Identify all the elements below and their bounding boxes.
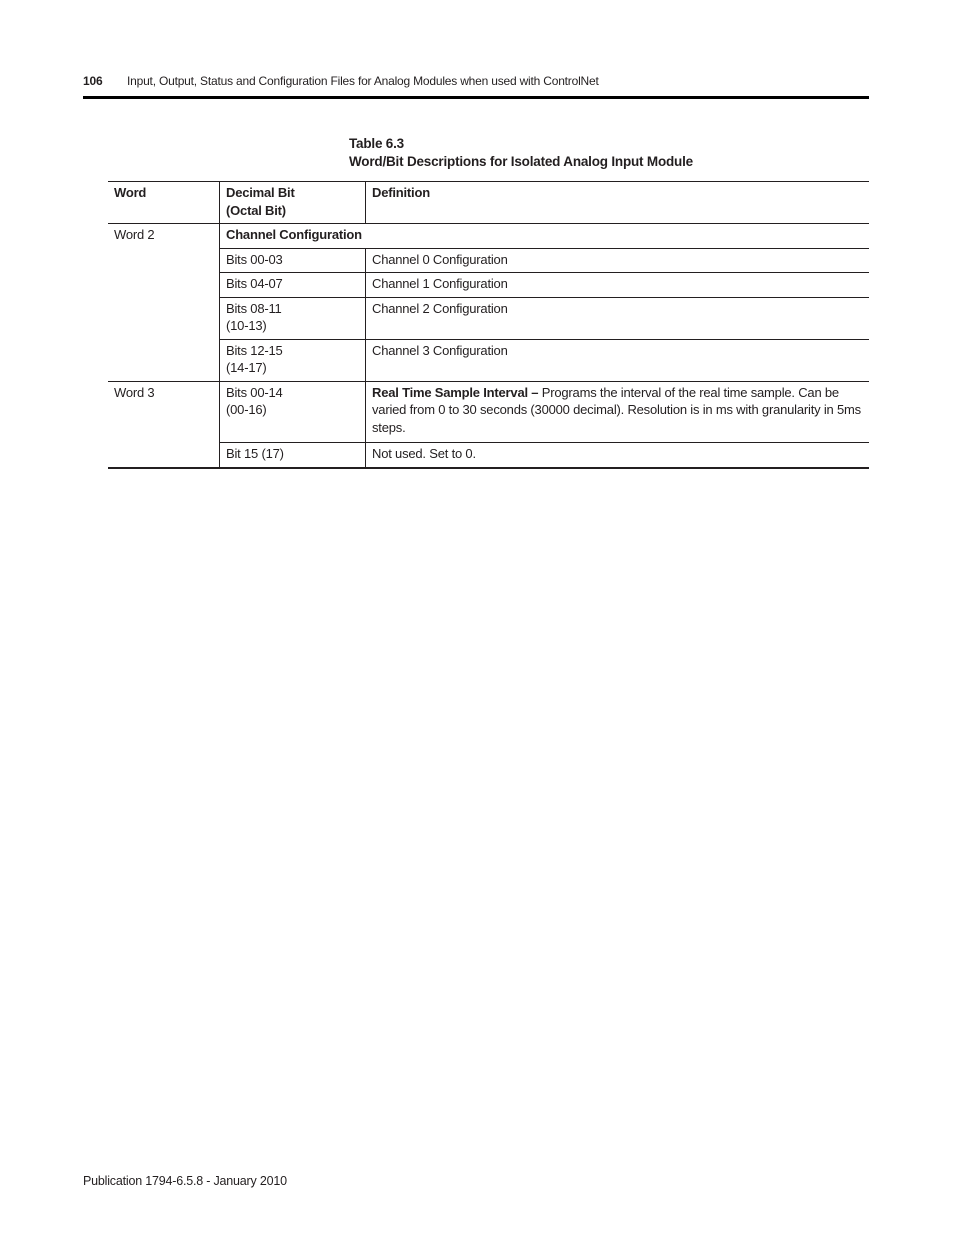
bit-cell: [220, 381, 366, 443]
word-bit-table: [108, 181, 869, 469]
col-word: Word: [114, 185, 147, 200]
definition-cell: Not used. Set to 0.: [366, 443, 870, 468]
table-header-row: [108, 182, 869, 224]
col-decimal-bit: [220, 182, 366, 224]
table-number: Table 6.3: [349, 136, 404, 151]
definition-cell: Channel 0 Configuration: [366, 248, 870, 273]
definition-text: Programs the interval of the real time sample. Can be varied from 0 to 30 seconds (30000 decimal). Resolution is in ms with granularity in 5ms steps.: [372, 384, 861, 435]
col-definition: Definition: [366, 182, 870, 224]
definition-cell: Channel 1 Configuration: [366, 273, 870, 298]
bit-decimal: Bits 12-15: [226, 342, 283, 358]
word-cell: Word 2: [108, 224, 220, 382]
bit-cell: [220, 297, 366, 339]
bit-octal: (10-13): [226, 318, 267, 333]
bit-cell: Bits 00-03: [220, 248, 366, 273]
col-octal-bit-label: (Octal Bit): [226, 202, 286, 218]
bit-octal: (14-17): [226, 360, 267, 375]
table-row: [108, 273, 869, 298]
section-heading: Channel Configuration: [220, 224, 870, 249]
definition-cell: [366, 381, 870, 443]
page-number: 106: [83, 74, 103, 88]
table-row: [108, 339, 869, 381]
table-title: Word/Bit Descriptions for Isolated Analog Input Module: [349, 154, 693, 169]
table-row: [108, 297, 869, 339]
table-row: [108, 224, 869, 249]
bit-cell: Bit 15 (17): [220, 443, 366, 468]
table-caption: [349, 135, 693, 171]
page-header: [83, 73, 869, 89]
bit-octal: (00-16): [226, 402, 267, 417]
publication-footer: Publication 1794-6.5.8 - January 2010: [83, 1174, 287, 1188]
definition-term: Real Time Sample Interval –: [372, 384, 539, 400]
header-rule: [83, 96, 869, 99]
bit-cell: [220, 339, 366, 381]
table-row: [108, 248, 869, 273]
definition-cell: Channel 2 Configuration: [366, 297, 870, 339]
header-title: Input, Output, Status and Configuration Files for Analog Modules when used with ControlNet: [127, 74, 599, 88]
bit-cell: Bits 04-07: [220, 273, 366, 298]
word-cell: Word 3: [108, 381, 220, 468]
definition-cell: Channel 3 Configuration: [366, 339, 870, 381]
col-decimal-bit-label: Decimal Bit: [226, 185, 295, 200]
bit-decimal: Bits 08-11: [226, 300, 282, 316]
table-row: [108, 443, 869, 468]
bit-decimal: Bits 00-14: [226, 384, 283, 400]
table-row: [108, 381, 869, 443]
